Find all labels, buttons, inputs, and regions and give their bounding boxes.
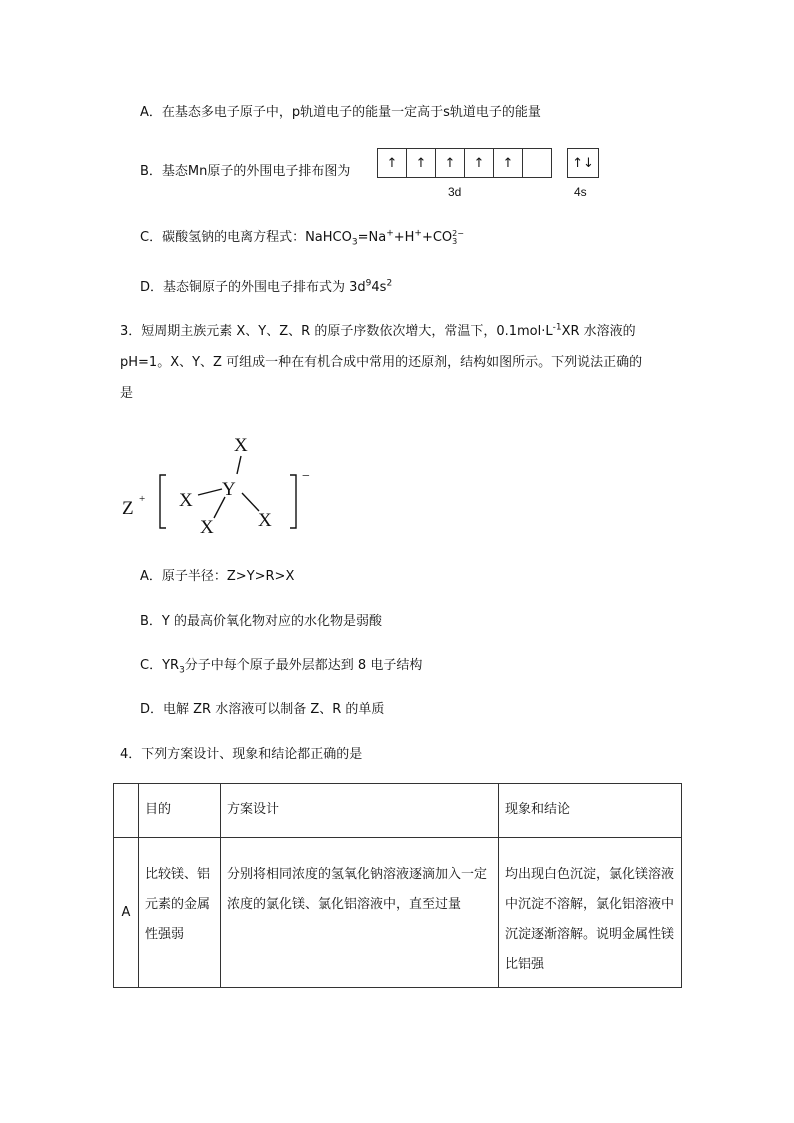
option-c-pre: C．YR [140, 658, 180, 673]
option-c-h: +H [393, 230, 415, 245]
header-cell-purpose: 目的 [139, 784, 221, 838]
q3-stem-line3: 是 [120, 386, 134, 401]
label-4s: 4s [574, 185, 587, 199]
ligand-x-left: X [179, 490, 193, 511]
header-cell-blank [114, 784, 139, 838]
anion-charge: − [302, 469, 310, 484]
bond-right [242, 493, 259, 511]
orbital-box: ↑ [377, 148, 407, 178]
center-y: Y [222, 479, 236, 500]
superscript: -1 [552, 322, 562, 333]
cell-design: 分别将相同浓度的氢氧化钠溶液逐滴加入一定浓度的氯化镁、氯化铝溶液中，直至过量 [221, 838, 499, 988]
superscript: + [414, 228, 422, 239]
orbital-box: ↑ [435, 148, 465, 178]
orbital-box-4s: ↑↓ [567, 148, 599, 178]
option-c-co: +CO [421, 230, 453, 245]
header-cell-result: 现象和结论 [499, 784, 682, 838]
row-label: A [114, 838, 139, 988]
q3-option-b: B．Y 的最高价氧化物对应的水化物是弱酸 [140, 614, 382, 629]
q3-option-d: D．电解 ZR 水溶液可以制备 Z、R 的单质 [140, 702, 385, 717]
q3-stem-line1 [120, 322, 636, 342]
option-c-eq: =Na [357, 230, 387, 245]
ligand-x-bottom: X [200, 517, 214, 538]
bracket-left [160, 475, 166, 528]
q2-option-a: A．在基态多电子原子中，p轨道电子的能量一定高于s轨道电子的能量 [140, 105, 541, 120]
option-d-text: D．基态铜原子的外围电子排布式为 3d [140, 280, 366, 295]
cell-purpose: 比较镁、铝元素的金属性强弱 [139, 838, 221, 988]
cation-charge: + [139, 493, 146, 505]
q2-option-b: B．基态Mn原子的外围电子排布图为 [140, 164, 351, 179]
cation-z: Z [122, 498, 134, 519]
subscript: 3 [351, 237, 358, 248]
superscript: 2 [386, 278, 393, 289]
structure-diagram [118, 428, 318, 538]
orbital-box: ↑ [464, 148, 494, 178]
option-c-text: C．碳酸氢钠的电离方程式：NaHCO [140, 230, 352, 245]
header-cell-design: 方案设计 [221, 784, 499, 838]
orbital-box: ↑ [493, 148, 523, 178]
ion-subscript: 3 [452, 236, 458, 246]
ion-charge: 2− [452, 228, 464, 238]
ion-charge-stack [452, 230, 464, 246]
superscript: 9 [365, 278, 372, 289]
q4-stem: 4．下列方案设计、现象和结论都正确的是 [120, 747, 363, 762]
subscript: 3 [179, 665, 185, 676]
option-c-post: 分子中每个原子最外层都达到 8 电子结构 [184, 658, 423, 673]
orbital-box-empty [522, 148, 552, 178]
bond-left [198, 489, 222, 495]
table-row [114, 838, 682, 988]
bracket-right [290, 475, 296, 528]
q2-option-d [140, 278, 392, 298]
q3-option-a: A．原子半径：Z>Y>R>X [140, 569, 295, 584]
q3-stem-line2: pH=1。X、Y、Z 可组成一种在有机合成中常用的还原剂，结构如图所示。下列说法正确的 [120, 355, 643, 370]
ligand-x-top: X [234, 435, 248, 456]
option-d-4s: 4s [371, 280, 387, 295]
q3-line1-end: XR 水溶液的 [561, 324, 636, 339]
bond-bottom [214, 497, 225, 518]
table-header-row [114, 784, 682, 838]
q2-option-c [140, 228, 464, 248]
q3-line1-text: 3．短周期主族元素 X、Y、Z、R 的原子序数依次增大，常温下，0.1mol·L [120, 324, 553, 339]
orbital-box: ↑ [406, 148, 436, 178]
q3-option-c [140, 656, 422, 676]
orbital-diagram-3d [377, 148, 552, 178]
label-3d: 3d [448, 185, 462, 199]
bond-top [237, 456, 241, 474]
q4-table [113, 783, 682, 988]
cell-result: 均出现白色沉淀，氯化镁溶液中沉淀不溶解，氯化铝溶液中沉淀逐渐溶解。说明金属性镁比铝强 [499, 838, 682, 988]
superscript: + [386, 228, 394, 239]
ligand-x-right: X [258, 510, 272, 531]
